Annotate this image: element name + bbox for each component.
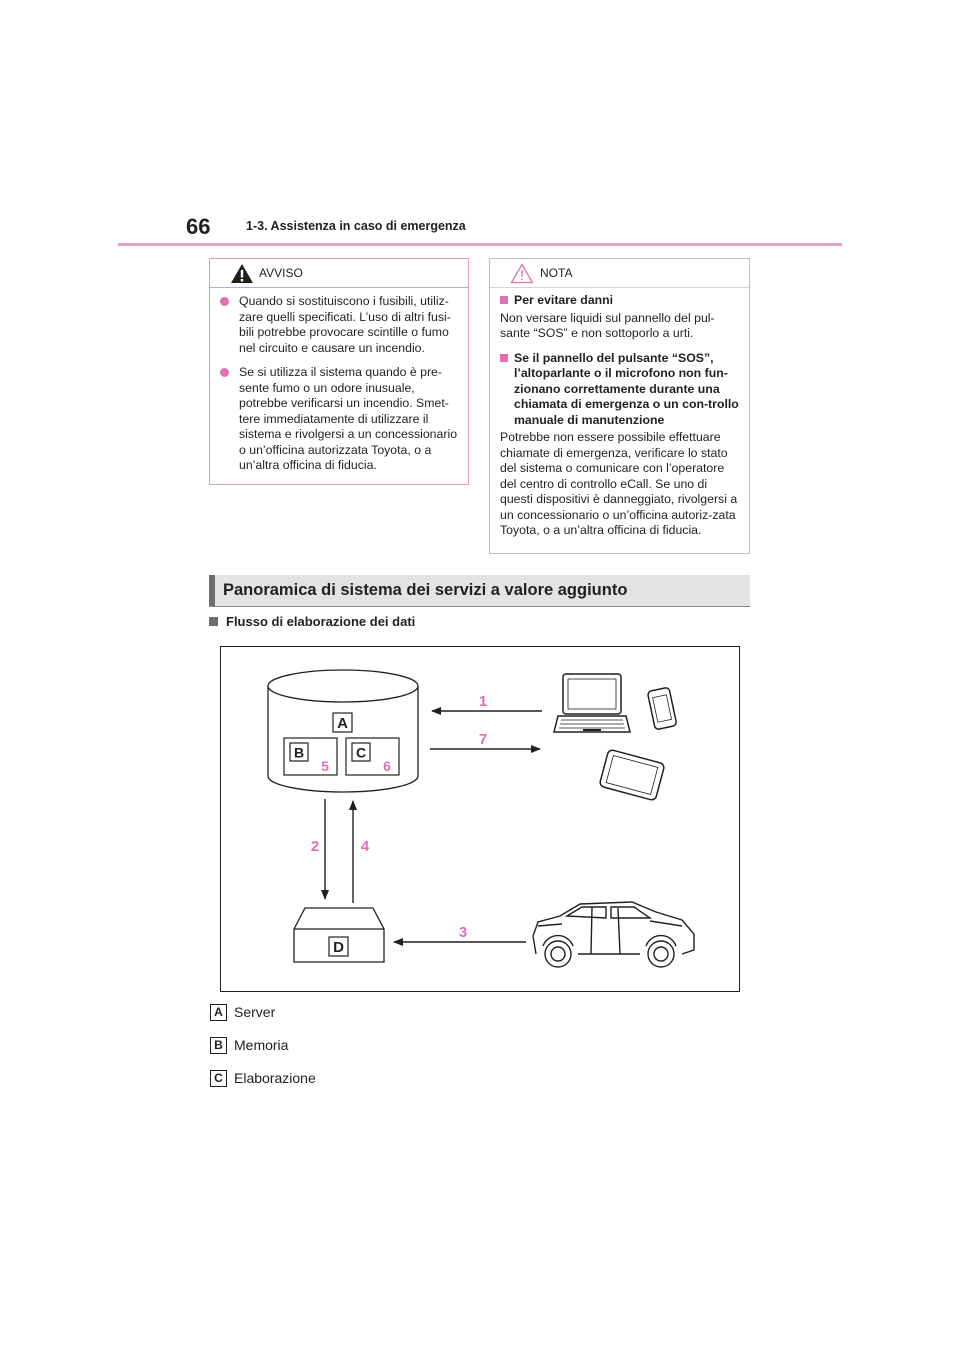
square-bullet-icon bbox=[500, 296, 508, 304]
section-accent bbox=[209, 575, 215, 606]
header-rule bbox=[118, 243, 842, 246]
legend-key: A bbox=[210, 1004, 227, 1021]
step-4-label: 4 bbox=[360, 838, 370, 855]
page-number: 66 bbox=[186, 214, 211, 239]
notice-heading bbox=[500, 351, 739, 429]
legend-key: B bbox=[210, 1037, 227, 1054]
warning-box-title: AVVISO bbox=[259, 266, 303, 280]
warning-triangle-icon bbox=[230, 263, 254, 284]
legend-item bbox=[210, 1004, 275, 1021]
warning-box bbox=[209, 258, 469, 485]
running-header: 1-3. Assistenza in caso di emergenza bbox=[246, 219, 466, 233]
server-label-box bbox=[333, 713, 352, 732]
notice-box bbox=[489, 258, 750, 554]
step-2-label: 2 bbox=[310, 838, 320, 855]
subsection-heading bbox=[209, 614, 415, 629]
warning-box-header bbox=[210, 259, 468, 288]
warning-item bbox=[220, 294, 458, 356]
data-flow-diagram bbox=[220, 646, 740, 992]
legend-key: C bbox=[210, 1070, 227, 1087]
step-3-label: 3 bbox=[458, 924, 468, 941]
notice-paragraph: Potrebbe non essere possibile effettuare chiamate di emergenza, verificare lo stato del sistema o comunicare con l’operatore del centro di controllo eCall. Se uno di questi dispositivi è danneggiato, rivolgersi a un concessionario o un’officina autoriz-zata Toyota, o a un’altra officina di fiducia. bbox=[500, 430, 738, 537]
square-bullet-icon bbox=[500, 354, 508, 362]
notice-heading-text: Se il pannello del pulsante “SOS”, l’altoparlante o il microfono non fun-zionano correttamente durante una chiamata di emergenza o un con-trollo manuale di manutenzione bbox=[514, 350, 739, 427]
bullet-dot-icon bbox=[220, 368, 229, 377]
notice-box-header bbox=[490, 259, 749, 288]
caution-outline-icon bbox=[510, 263, 534, 284]
section-title: Panoramica di sistema dei servizi a valore aggiunto bbox=[223, 581, 628, 599]
label-c: C bbox=[355, 744, 367, 761]
square-bullet-icon bbox=[209, 617, 218, 626]
step-5-label: 5 bbox=[321, 758, 329, 774]
label-b: B bbox=[293, 744, 305, 761]
label-d: D bbox=[333, 939, 344, 956]
section-title-bar bbox=[209, 575, 750, 607]
notice-paragraph: Non versare liquidi sul pannello del pul-sante “SOS” e non sottoporlo a urti. bbox=[500, 310, 715, 340]
notice-box-title: NOTA bbox=[540, 266, 573, 280]
legend-label: Memoria bbox=[234, 1037, 289, 1053]
label-a: A bbox=[337, 715, 348, 732]
notice-heading bbox=[500, 293, 739, 309]
subsection-title: Flusso di elaborazione dei dati bbox=[226, 614, 416, 629]
warning-item-text: Se si utilizza il sistema quando è pre-sente fumo o un odore inusuale, potrebbe verificarsi un incendio. Smet-tere immediatamente di utilizzare il sistema e rivolgersi a un concessionario o un’officina autorizzata Toyota, o a un’altra officina di fiducia. bbox=[239, 365, 458, 472]
legend-label: Elaborazione bbox=[234, 1070, 316, 1086]
step-1-label: 1 bbox=[478, 693, 488, 710]
legend-label: Server bbox=[234, 1004, 276, 1020]
step-7-label: 7 bbox=[478, 731, 488, 748]
legend-item bbox=[210, 1070, 316, 1087]
vehicle-unit bbox=[294, 908, 384, 962]
warning-item bbox=[220, 365, 458, 474]
warning-item-text: Quando si sostituiscono i fusibili, utiliz-zare quelli specificati. L’uso di altri fusi-bili potrebbe provocare scintille o fumo nel circuito e causare un incendio. bbox=[239, 294, 451, 355]
laptop-icon bbox=[554, 674, 630, 732]
bullet-dot-icon bbox=[220, 297, 229, 306]
step-6-label: 6 bbox=[383, 758, 391, 774]
legend-item bbox=[210, 1037, 288, 1054]
notice-heading-text: Per evitare danni bbox=[514, 293, 614, 307]
